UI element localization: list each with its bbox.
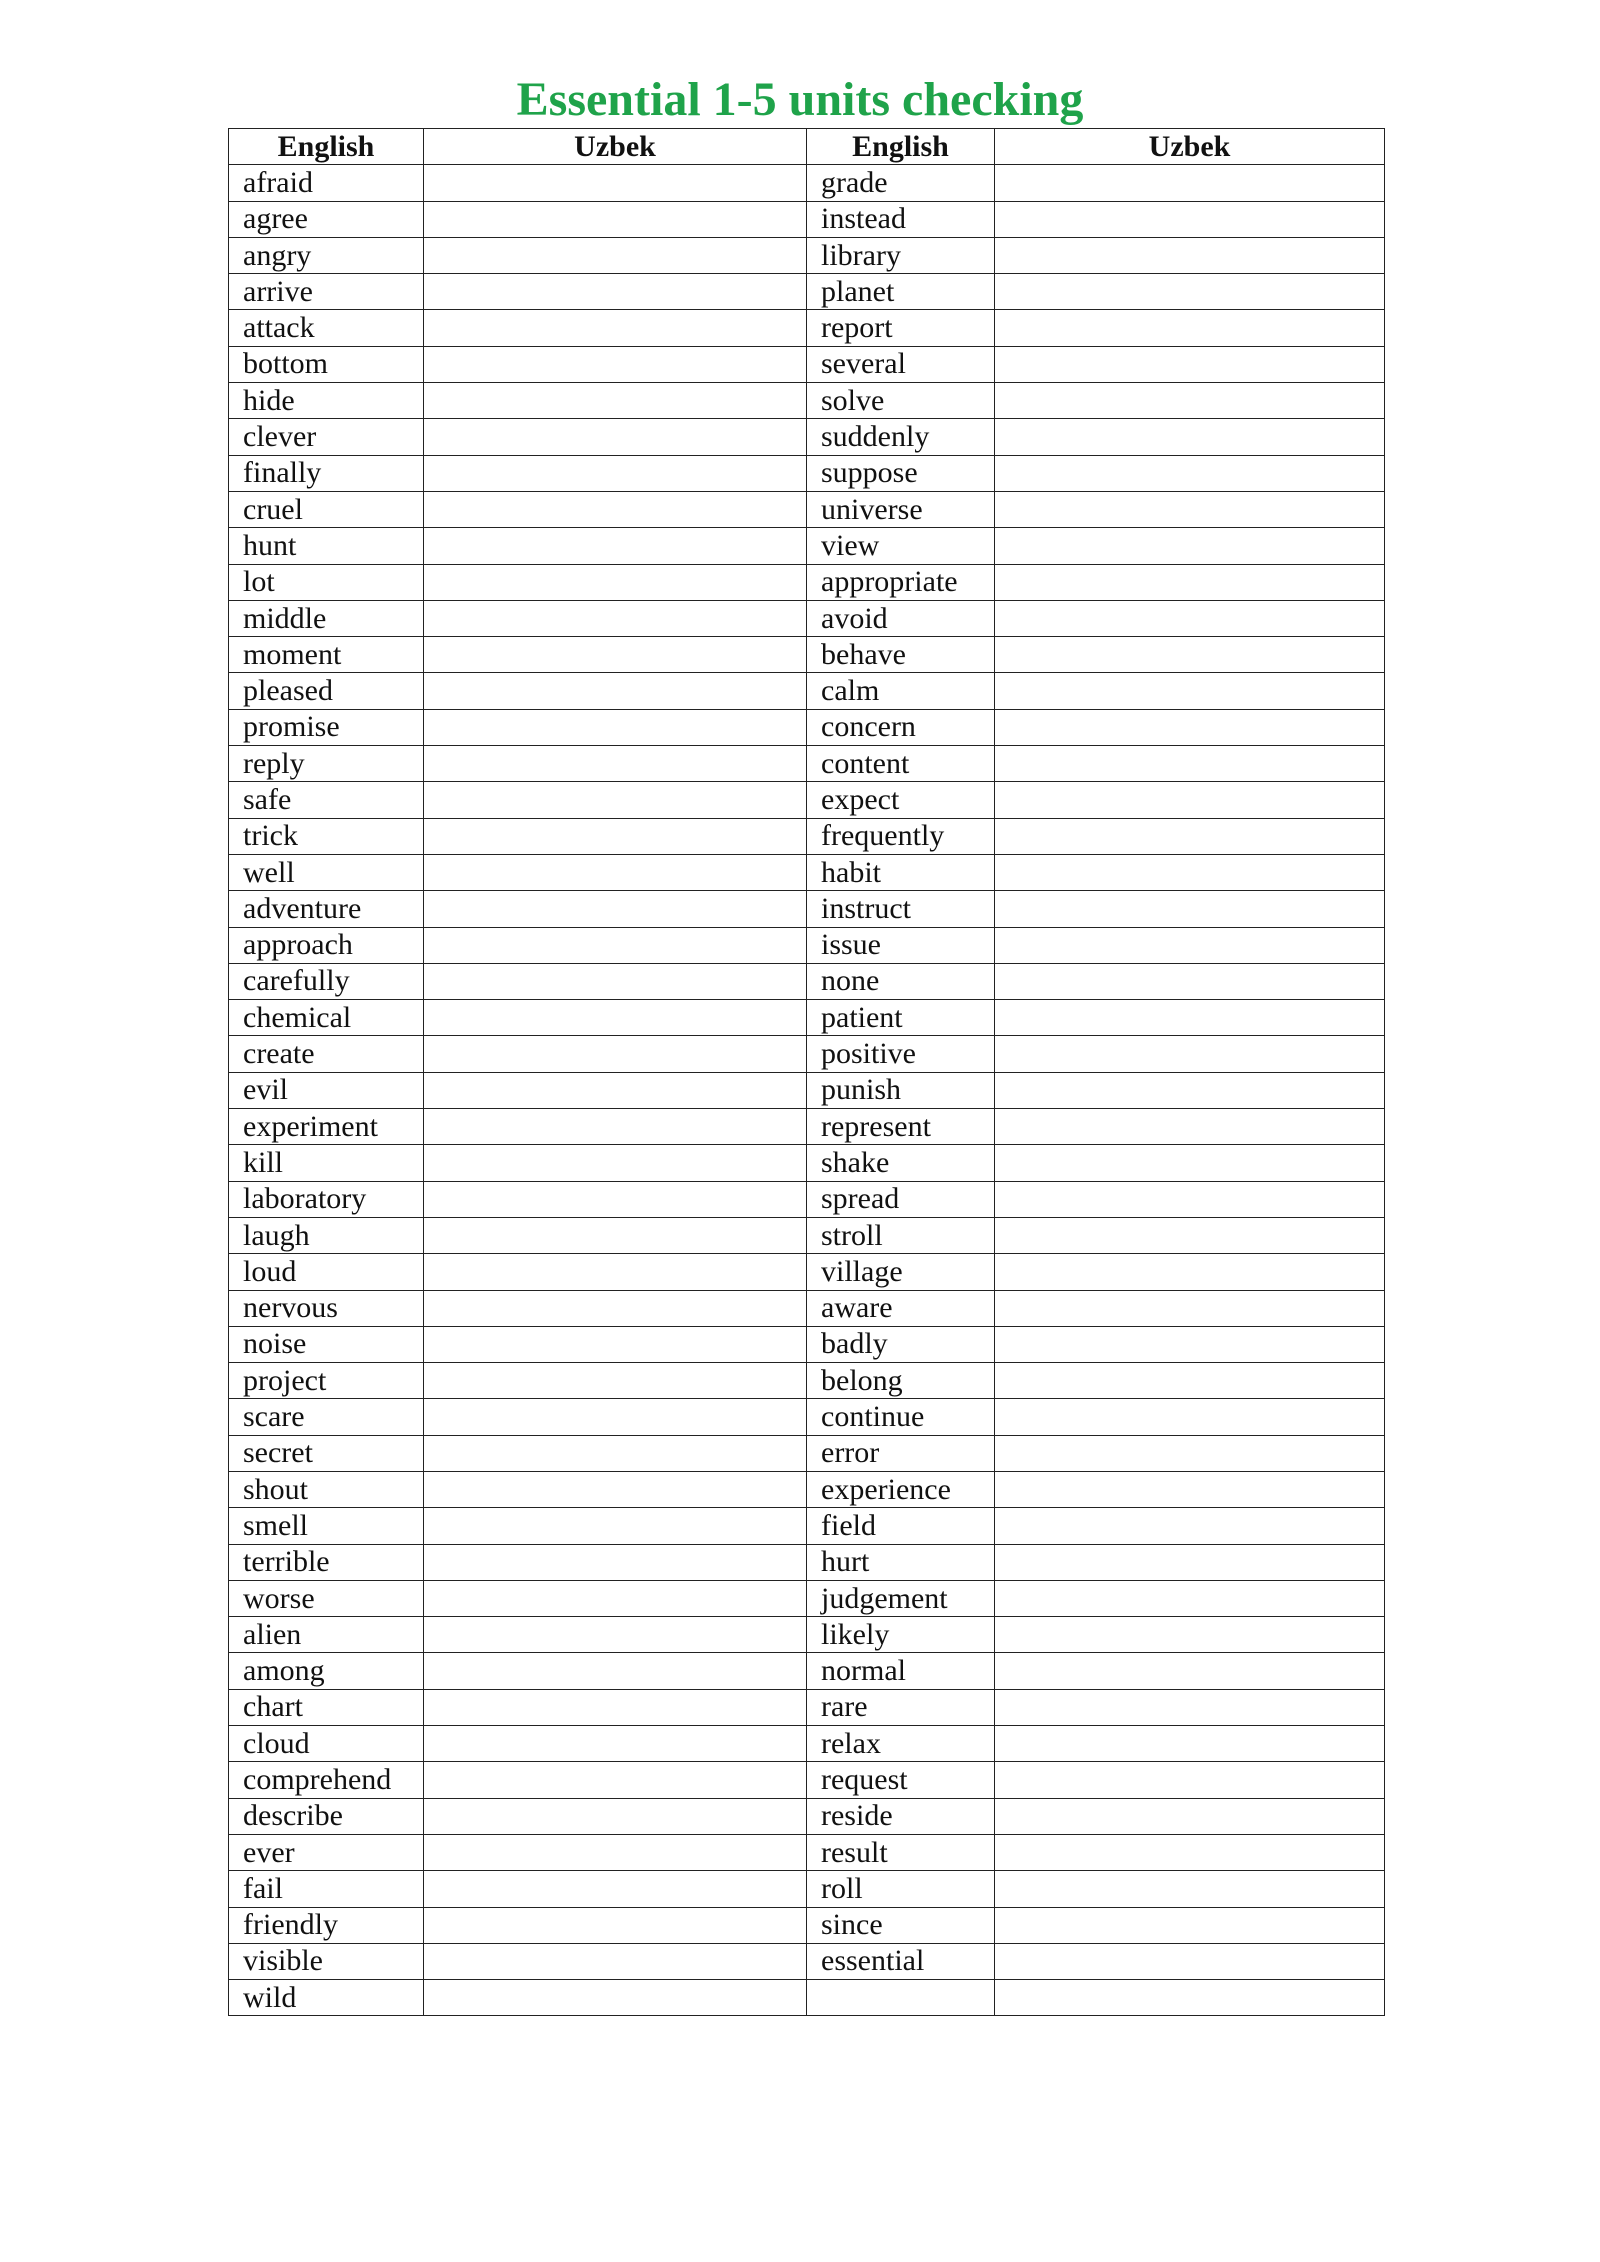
english-word-right: since — [807, 1907, 995, 1943]
english-word-right: likely — [807, 1617, 995, 1653]
uzbek-answer-cell-left[interactable] — [424, 1290, 807, 1326]
uzbek-answer-cell-left[interactable] — [424, 1762, 807, 1798]
english-word-left: wild — [229, 1980, 424, 2016]
uzbek-answer-cell-right[interactable] — [995, 1653, 1385, 1689]
uzbek-answer-cell-right[interactable] — [995, 1544, 1385, 1580]
uzbek-answer-cell-left[interactable] — [424, 891, 807, 927]
uzbek-answer-cell-left[interactable] — [424, 1726, 807, 1762]
english-word-left: comprehend — [229, 1762, 424, 1798]
english-word-right: calm — [807, 673, 995, 709]
english-word-left: angry — [229, 237, 424, 273]
table-row — [229, 1072, 1385, 1108]
english-word-left: middle — [229, 600, 424, 636]
english-word-right: content — [807, 746, 995, 782]
uzbek-answer-cell-right[interactable] — [995, 673, 1385, 709]
english-word-right: continue — [807, 1399, 995, 1435]
english-word-left: attack — [229, 310, 424, 346]
uzbek-answer-cell-left[interactable] — [424, 1871, 807, 1907]
uzbek-answer-cell-left[interactable] — [424, 1109, 807, 1145]
table-row — [229, 274, 1385, 310]
english-word-left: safe — [229, 782, 424, 818]
header-uzbek-left: Uzbek — [424, 129, 807, 165]
table-row — [229, 564, 1385, 600]
table-row — [229, 165, 1385, 201]
uzbek-answer-cell-right[interactable] — [995, 963, 1385, 999]
english-word-left: smell — [229, 1508, 424, 1544]
uzbek-answer-cell-right[interactable] — [995, 274, 1385, 310]
uzbek-answer-cell-left[interactable] — [424, 383, 807, 419]
english-word-right: essential — [807, 1943, 995, 1979]
uzbek-answer-cell-left[interactable] — [424, 1181, 807, 1217]
table-row — [229, 346, 1385, 382]
english-word-left: promise — [229, 709, 424, 745]
english-word-left: arrive — [229, 274, 424, 310]
uzbek-answer-cell-right[interactable] — [995, 165, 1385, 201]
table-row — [229, 1907, 1385, 1943]
table-row — [229, 963, 1385, 999]
uzbek-answer-cell-right[interactable] — [995, 1254, 1385, 1290]
table-row — [229, 1036, 1385, 1072]
uzbek-answer-cell-right[interactable] — [995, 1145, 1385, 1181]
english-word-left: trick — [229, 818, 424, 854]
english-word-right: library — [807, 237, 995, 273]
uzbek-answer-cell-left[interactable] — [424, 1508, 807, 1544]
english-word-left: scare — [229, 1399, 424, 1435]
english-word-left: fail — [229, 1871, 424, 1907]
english-word-right: instead — [807, 201, 995, 237]
english-word-left: noise — [229, 1326, 424, 1362]
english-word-right: solve — [807, 383, 995, 419]
english-word-right: positive — [807, 1036, 995, 1072]
english-word-right: reside — [807, 1798, 995, 1834]
uzbek-answer-cell-left[interactable] — [424, 673, 807, 709]
uzbek-answer-cell-left[interactable] — [424, 782, 807, 818]
uzbek-answer-cell-right[interactable] — [995, 1689, 1385, 1725]
table-row — [229, 1762, 1385, 1798]
uzbek-answer-cell-right[interactable] — [995, 709, 1385, 745]
uzbek-answer-cell-right[interactable] — [995, 1181, 1385, 1217]
english-word-left: hunt — [229, 528, 424, 564]
english-word-right: spread — [807, 1181, 995, 1217]
uzbek-answer-cell-left[interactable] — [424, 1617, 807, 1653]
table-row — [229, 1980, 1385, 2016]
english-word-right: avoid — [807, 600, 995, 636]
english-word-right: result — [807, 1834, 995, 1870]
table-row — [229, 600, 1385, 636]
uzbek-answer-cell-right[interactable] — [995, 1109, 1385, 1145]
uzbek-answer-cell-left[interactable] — [424, 201, 807, 237]
english-word-left: nervous — [229, 1290, 424, 1326]
vocabulary-table — [228, 128, 1385, 2016]
uzbek-answer-cell-left[interactable] — [424, 1000, 807, 1036]
uzbek-answer-cell-right[interactable] — [995, 491, 1385, 527]
table-row — [229, 237, 1385, 273]
uzbek-answer-cell-left[interactable] — [424, 1653, 807, 1689]
uzbek-answer-cell-left[interactable] — [424, 963, 807, 999]
english-word-right: none — [807, 963, 995, 999]
table-row — [229, 1399, 1385, 1435]
table-row — [229, 1435, 1385, 1471]
table-row — [229, 673, 1385, 709]
english-word-right: punish — [807, 1072, 995, 1108]
english-word-right: field — [807, 1508, 995, 1544]
uzbek-answer-cell-right[interactable] — [995, 346, 1385, 382]
uzbek-answer-cell-right[interactable] — [995, 1834, 1385, 1870]
table-row — [229, 1726, 1385, 1762]
uzbek-answer-cell-left[interactable] — [424, 310, 807, 346]
english-word-right: patient — [807, 1000, 995, 1036]
table-row — [229, 1181, 1385, 1217]
english-word-right: village — [807, 1254, 995, 1290]
uzbek-answer-cell-left[interactable] — [424, 1834, 807, 1870]
english-word-right: appropriate — [807, 564, 995, 600]
english-word-left: hide — [229, 383, 424, 419]
uzbek-answer-cell-left[interactable] — [424, 1798, 807, 1834]
header-english-left: English — [229, 129, 424, 165]
uzbek-answer-cell-left[interactable] — [424, 1907, 807, 1943]
english-word-right: aware — [807, 1290, 995, 1326]
table-row — [229, 1217, 1385, 1253]
uzbek-answer-cell-right[interactable] — [995, 1217, 1385, 1253]
english-word-right: error — [807, 1435, 995, 1471]
uzbek-answer-cell-left[interactable] — [424, 854, 807, 890]
english-word-right: roll — [807, 1871, 995, 1907]
table-row — [229, 1508, 1385, 1544]
english-word-left: clever — [229, 419, 424, 455]
uzbek-answer-cell-right[interactable] — [995, 1762, 1385, 1798]
uzbek-answer-cell-left[interactable] — [424, 564, 807, 600]
english-word-left: project — [229, 1363, 424, 1399]
uzbek-answer-cell-left[interactable] — [424, 274, 807, 310]
table-row — [229, 1290, 1385, 1326]
uzbek-answer-cell-left[interactable] — [424, 637, 807, 673]
uzbek-answer-cell-right[interactable] — [995, 1290, 1385, 1326]
english-word-left: friendly — [229, 1907, 424, 1943]
uzbek-answer-cell-right[interactable] — [995, 1980, 1385, 2016]
english-word-left: ever — [229, 1834, 424, 1870]
table-row — [229, 528, 1385, 564]
table-row — [229, 1653, 1385, 1689]
english-word-right: belong — [807, 1363, 995, 1399]
uzbek-answer-cell-left[interactable] — [424, 818, 807, 854]
english-word-left: well — [229, 854, 424, 890]
table-header-row — [229, 129, 1385, 165]
english-word-left: loud — [229, 1254, 424, 1290]
english-word-right: view — [807, 528, 995, 564]
english-word-left: evil — [229, 1072, 424, 1108]
english-word-right: stroll — [807, 1217, 995, 1253]
english-word-left: pleased — [229, 673, 424, 709]
english-word-left: adventure — [229, 891, 424, 927]
english-word-right: planet — [807, 274, 995, 310]
uzbek-answer-cell-right[interactable] — [995, 1871, 1385, 1907]
uzbek-answer-cell-left[interactable] — [424, 746, 807, 782]
uzbek-answer-cell-left[interactable] — [424, 1580, 807, 1616]
uzbek-answer-cell-left[interactable] — [424, 237, 807, 273]
english-word-left: laugh — [229, 1217, 424, 1253]
table-row — [229, 1326, 1385, 1362]
uzbek-answer-cell-left[interactable] — [424, 1145, 807, 1181]
table-row — [229, 1109, 1385, 1145]
uzbek-answer-cell-right[interactable] — [995, 201, 1385, 237]
uzbek-answer-cell-right[interactable] — [995, 1326, 1385, 1362]
english-word-right: shake — [807, 1145, 995, 1181]
uzbek-answer-cell-right[interactable] — [995, 564, 1385, 600]
uzbek-answer-cell-left[interactable] — [424, 1943, 807, 1979]
english-word-right: request — [807, 1762, 995, 1798]
uzbek-answer-cell-right[interactable] — [995, 455, 1385, 491]
table-row — [229, 782, 1385, 818]
english-word-right: judgement — [807, 1580, 995, 1616]
uzbek-answer-cell-right[interactable] — [995, 746, 1385, 782]
table-row — [229, 201, 1385, 237]
english-word-right: instruct — [807, 891, 995, 927]
english-word-left: laboratory — [229, 1181, 424, 1217]
uzbek-answer-cell-left[interactable] — [424, 1435, 807, 1471]
english-word-right: grade — [807, 165, 995, 201]
uzbek-answer-cell-right[interactable] — [995, 854, 1385, 890]
table-row — [229, 310, 1385, 346]
english-word-right: concern — [807, 709, 995, 745]
table-row — [229, 1000, 1385, 1036]
english-word-right: normal — [807, 1653, 995, 1689]
english-word-left: terrible — [229, 1544, 424, 1580]
uzbek-answer-cell-right[interactable] — [995, 1435, 1385, 1471]
uzbek-answer-cell-right[interactable] — [995, 600, 1385, 636]
uzbek-answer-cell-left[interactable] — [424, 419, 807, 455]
table-row — [229, 491, 1385, 527]
uzbek-answer-cell-right[interactable] — [995, 1580, 1385, 1616]
table-row — [229, 1617, 1385, 1653]
uzbek-answer-cell-left[interactable] — [424, 1363, 807, 1399]
english-word-right: expect — [807, 782, 995, 818]
english-word-right: relax — [807, 1726, 995, 1762]
uzbek-answer-cell-right[interactable] — [995, 818, 1385, 854]
english-word-left: approach — [229, 927, 424, 963]
uzbek-answer-cell-right[interactable] — [995, 419, 1385, 455]
uzbek-answer-cell-left[interactable] — [424, 491, 807, 527]
uzbek-answer-cell-right[interactable] — [995, 1617, 1385, 1653]
english-word-left: create — [229, 1036, 424, 1072]
uzbek-answer-cell-right[interactable] — [995, 1036, 1385, 1072]
uzbek-answer-cell-left[interactable] — [424, 1217, 807, 1253]
uzbek-answer-cell-right[interactable] — [995, 237, 1385, 273]
english-word-left: carefully — [229, 963, 424, 999]
english-word-right: badly — [807, 1326, 995, 1362]
english-word-right: universe — [807, 491, 995, 527]
table-row — [229, 419, 1385, 455]
table-row — [229, 1798, 1385, 1834]
uzbek-answer-cell-right[interactable] — [995, 1508, 1385, 1544]
uzbek-answer-cell-right[interactable] — [995, 927, 1385, 963]
english-word-left: shout — [229, 1471, 424, 1507]
uzbek-answer-cell-left[interactable] — [424, 1399, 807, 1435]
table-row — [229, 1580, 1385, 1616]
table-row — [229, 383, 1385, 419]
uzbek-answer-cell-right[interactable] — [995, 637, 1385, 673]
english-word-left: experiment — [229, 1109, 424, 1145]
english-word-left: worse — [229, 1580, 424, 1616]
header-uzbek-right: Uzbek — [995, 129, 1385, 165]
english-word-left: alien — [229, 1617, 424, 1653]
english-word-left: chart — [229, 1689, 424, 1725]
table-row — [229, 455, 1385, 491]
uzbek-answer-cell-left[interactable] — [424, 1254, 807, 1290]
uzbek-answer-cell-left[interactable] — [424, 1072, 807, 1108]
english-word-left: visible — [229, 1943, 424, 1979]
uzbek-answer-cell-right[interactable] — [995, 1363, 1385, 1399]
table-row — [229, 1471, 1385, 1507]
english-word-right: represent — [807, 1109, 995, 1145]
table-row — [229, 746, 1385, 782]
english-word-left: chemical — [229, 1000, 424, 1036]
uzbek-answer-cell-right[interactable] — [995, 1471, 1385, 1507]
table-row — [229, 1871, 1385, 1907]
english-word-right — [807, 1980, 995, 2016]
uzbek-answer-cell-right[interactable] — [995, 1000, 1385, 1036]
english-word-right: hurt — [807, 1544, 995, 1580]
uzbek-answer-cell-left[interactable] — [424, 1326, 807, 1362]
english-word-right: suddenly — [807, 419, 995, 455]
header-english-right: English — [807, 129, 995, 165]
table-body — [229, 165, 1385, 2016]
table-row — [229, 709, 1385, 745]
english-word-right: frequently — [807, 818, 995, 854]
english-word-left: agree — [229, 201, 424, 237]
english-word-left: describe — [229, 1798, 424, 1834]
table-row — [229, 1544, 1385, 1580]
english-word-left: cloud — [229, 1726, 424, 1762]
uzbek-answer-cell-left[interactable] — [424, 709, 807, 745]
uzbek-answer-cell-right[interactable] — [995, 383, 1385, 419]
page-title: Essential 1-5 units checking — [516, 73, 1084, 126]
uzbek-answer-cell-right[interactable] — [995, 1399, 1385, 1435]
english-word-left: lot — [229, 564, 424, 600]
table-row — [229, 818, 1385, 854]
english-word-left: finally — [229, 455, 424, 491]
table-row — [229, 1689, 1385, 1725]
uzbek-answer-cell-right[interactable] — [995, 1943, 1385, 1979]
table-row — [229, 854, 1385, 890]
uzbek-answer-cell-left[interactable] — [424, 165, 807, 201]
english-word-right: experience — [807, 1471, 995, 1507]
english-word-right: rare — [807, 1689, 995, 1725]
uzbek-answer-cell-left[interactable] — [424, 1544, 807, 1580]
uzbek-answer-cell-right[interactable] — [995, 1072, 1385, 1108]
uzbek-answer-cell-left[interactable] — [424, 455, 807, 491]
english-word-right: suppose — [807, 455, 995, 491]
table-row — [229, 637, 1385, 673]
uzbek-answer-cell-right[interactable] — [995, 891, 1385, 927]
english-word-left: reply — [229, 746, 424, 782]
english-word-left: afraid — [229, 165, 424, 201]
english-word-right: report — [807, 310, 995, 346]
uzbek-answer-cell-left[interactable] — [424, 346, 807, 382]
english-word-left: among — [229, 1653, 424, 1689]
english-word-left: moment — [229, 637, 424, 673]
uzbek-answer-cell-left[interactable] — [424, 528, 807, 564]
english-word-right: behave — [807, 637, 995, 673]
uzbek-answer-cell-left[interactable] — [424, 1689, 807, 1725]
uzbek-answer-cell-right[interactable] — [995, 310, 1385, 346]
uzbek-answer-cell-left[interactable] — [424, 927, 807, 963]
english-word-right: issue — [807, 927, 995, 963]
uzbek-answer-cell-left[interactable] — [424, 1471, 807, 1507]
english-word-left: cruel — [229, 491, 424, 527]
uzbek-answer-cell-left[interactable] — [424, 1980, 807, 2016]
uzbek-answer-cell-right[interactable] — [995, 782, 1385, 818]
english-word-right: habit — [807, 854, 995, 890]
table-row — [229, 891, 1385, 927]
uzbek-answer-cell-right[interactable] — [995, 1907, 1385, 1943]
table-row — [229, 1834, 1385, 1870]
english-word-left: secret — [229, 1435, 424, 1471]
uzbek-answer-cell-left[interactable] — [424, 600, 807, 636]
table-row — [229, 1145, 1385, 1181]
uzbek-answer-cell-left[interactable] — [424, 1036, 807, 1072]
table-row — [229, 1254, 1385, 1290]
table-row — [229, 1363, 1385, 1399]
table-row — [229, 927, 1385, 963]
english-word-right: several — [807, 346, 995, 382]
uzbek-answer-cell-right[interactable] — [995, 528, 1385, 564]
english-word-left: bottom — [229, 346, 424, 382]
table-row — [229, 1943, 1385, 1979]
uzbek-answer-cell-right[interactable] — [995, 1798, 1385, 1834]
english-word-left: kill — [229, 1145, 424, 1181]
uzbek-answer-cell-right[interactable] — [995, 1726, 1385, 1762]
